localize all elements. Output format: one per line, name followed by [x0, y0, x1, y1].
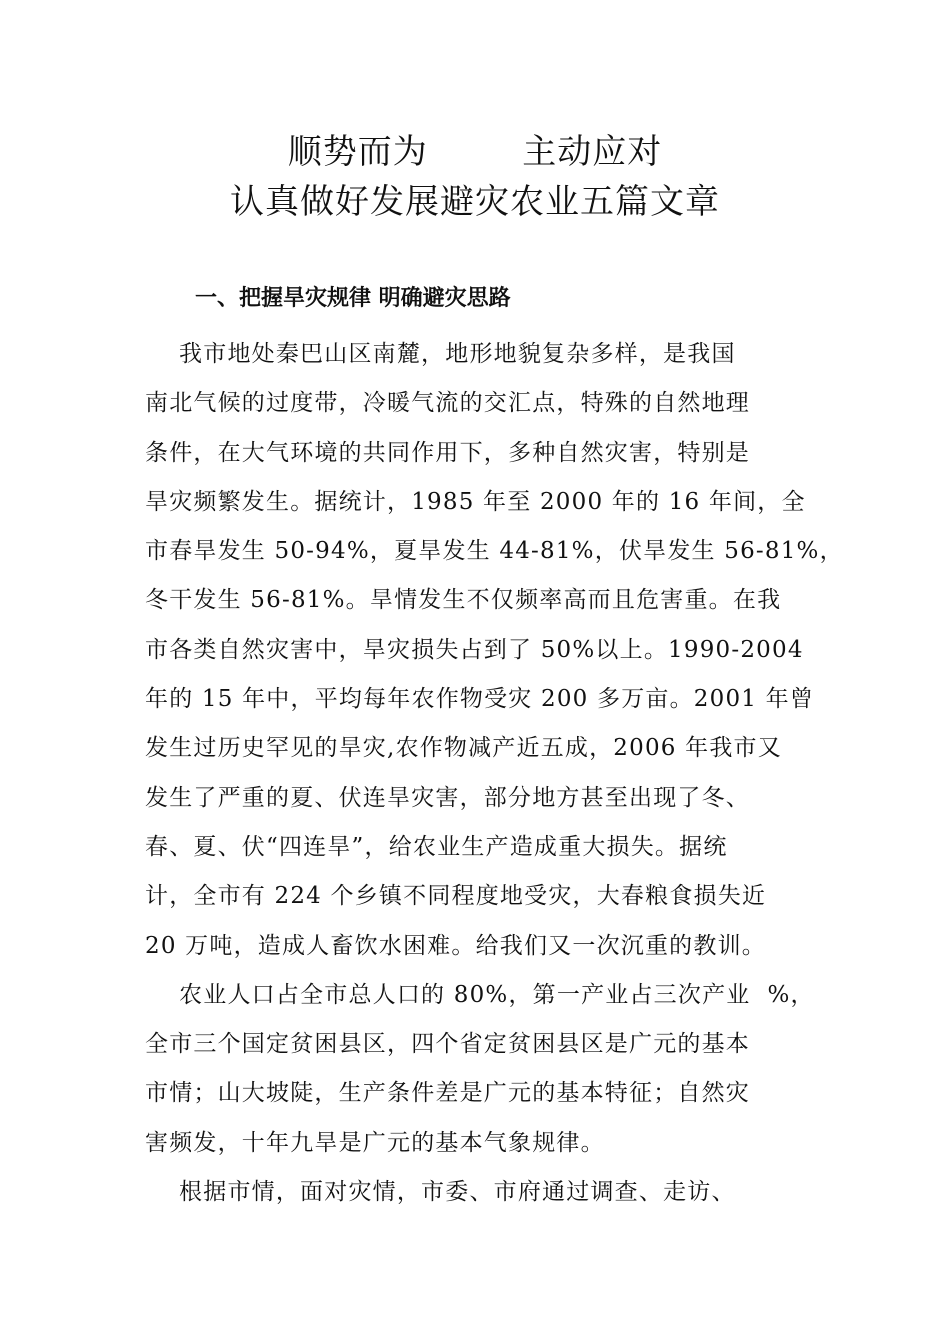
paragraph-1 — [145, 330, 844, 971]
paragraph-line: 害频发，十年九旱是广元的基本气象规律。 — [145, 1129, 605, 1156]
paragraph-line: 农业人口占全市总人口的 80%，第一产业占三次产业 %， — [145, 981, 815, 1008]
paragraph-3 — [145, 1168, 810, 1217]
paragraph-line: 发生过历史罕见的旱灾,农作物减产近五成，2006 年我市又 — [145, 735, 782, 762]
paragraph-line: 根据市情，面对灾情，市委、市府通过调查、走访、 — [145, 1179, 736, 1206]
paragraph-line: 全市三个国定贫困县区，四个省定贫困县区是广元的基本 — [145, 1031, 750, 1058]
paragraph-line: 计，全市有 224 个乡镇不同程度地受灾，大春粮食损失近 — [145, 883, 767, 910]
paragraph-line: 我市地处秦巴山区南麓，地形地貌复杂多样，是我国 — [145, 341, 736, 367]
paragraph-2 — [145, 971, 815, 1168]
paragraph-line: 条件，在大气环境的共同作用下，多种自然灾害，特别是 — [145, 439, 750, 466]
paragraph-line: 冬干发生 56-81%。旱情发生不仅频率高而且危害重。在我 — [145, 587, 782, 614]
section-heading: 一、把握旱灾规律 明确避灾思路 — [195, 286, 511, 311]
paragraph-line: 发生了严重的夏、伏连旱灾害，部分地方甚至出现了冬、 — [145, 784, 750, 811]
paragraph-line: 市春旱发生 50-94%，夏旱发生 44-81%，伏旱发生 56-81%， — [145, 538, 844, 565]
paragraph-line: 春、夏、伏“四连旱”，给农业生产造成重大损失。据统 — [145, 833, 728, 860]
paragraph-line: 南北气候的过度带，冷暖气流的交汇点，特殊的自然地理 — [145, 390, 750, 417]
document-title-line-2: 认真做好发展避灾农业五篇文章 — [230, 182, 720, 222]
paragraph-line: 旱灾频繁发生。据统计，1985 年至 2000 年的 16 年间，全 — [145, 488, 806, 515]
paragraph-line: 20 万吨，造成人畜饮水困难。给我们又一次沉重的教训。 — [145, 932, 766, 959]
paragraph-line: 市各类自然灾害中，旱灾损失占到了 50%以上。1990-2004 — [145, 636, 804, 663]
document-body — [145, 330, 844, 1217]
paragraph-line: 年的 15 年中，平均每年农作物受灾 200 多万亩。2001 年曾 — [145, 686, 815, 713]
document-title-line-1: 顺势而为 主动应对 — [287, 132, 663, 172]
paragraph-line: 市情；山大坡陡，生产条件差是广元的基本特征；自然灾 — [145, 1080, 750, 1107]
